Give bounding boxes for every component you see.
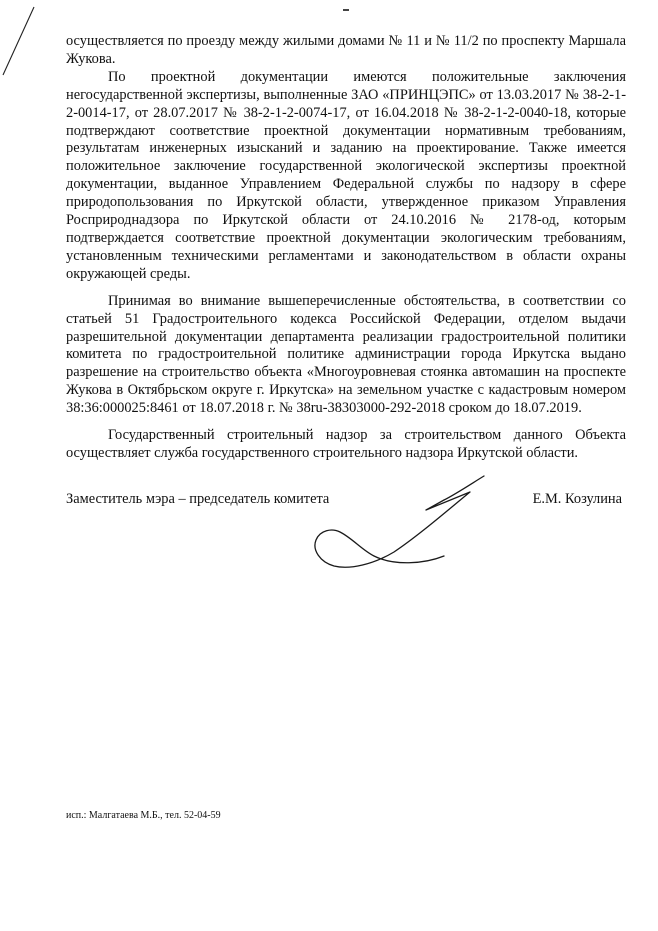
- signer-position: Заместитель мэра – председатель комитета: [66, 491, 330, 507]
- margin-pen-stroke: [0, 0, 40, 80]
- signer-name: Е.М. Козулина: [532, 491, 622, 507]
- paragraph-expertise: По проектной документации имеются положительные заключения негосударственной экспертизы, выполненные ЗАО «ПРИНЦЭПС» от 13.03.2017 № 38-2-1-2-0014-17, от 28.07.2017 № 38-2-1-2-0074-17, от 16.04.2018 № 38-2-1-2-0040-18, которые подтверждают соответствие проектной документации нормативным требованиям, результатам инженерных изысканий и заданию на проектирование. Также имеется положительное заключение государственной экологической экспертизы проектной документации, выданное Управлением Федеральной службы по надзору в сфере природопользования по Иркутской области, утвержденное приказом Управления Росприроднадзора по Иркутской области от 24.10.2016 № 2178-од, которым подтверждается соответствие проектной документации экологическим требованиям, установленным техническими регламентами и законодательством в области охраны окружающей среды.: [66, 68, 626, 282]
- handwritten-signature: [298, 470, 498, 580]
- paragraph-continuation: осуществляется по проезду между жилыми домами № 11 и № 11/2 по проспекту Маршала Жукова.: [66, 33, 626, 67]
- page-number-dash: [343, 9, 349, 11]
- paragraph-supervision: Государственный строительный надзор за строительством данного Объекта осуществляет служба государственного строительного надзора Иркутской области.: [66, 427, 626, 461]
- executor-note: исп.: Малгатаева М.Б., тел. 52-04-59: [66, 810, 221, 821]
- paragraph-permit: Принимая во внимание вышеперечисленные обстоятельства, в соответствии со статьей 51 Градостроительного кодекса Российской Федерации, отделом выдачи разрешительной документации департамента реализации градостроительной политики комитета по градостроительной политике администрации города Иркутска выдано разрешение на строительство объекта «Многоуровневая стоянка автомашин на проспекте Жукова в Октябрьском округе г. Иркутска» на земельном участке с кадастровым номером 38:36:000025:8461 от 18.07.2018 г. № 38ru-38303000-292-2018 сроком до 18.07.2019.: [66, 292, 626, 417]
- letter-body: [66, 33, 626, 463]
